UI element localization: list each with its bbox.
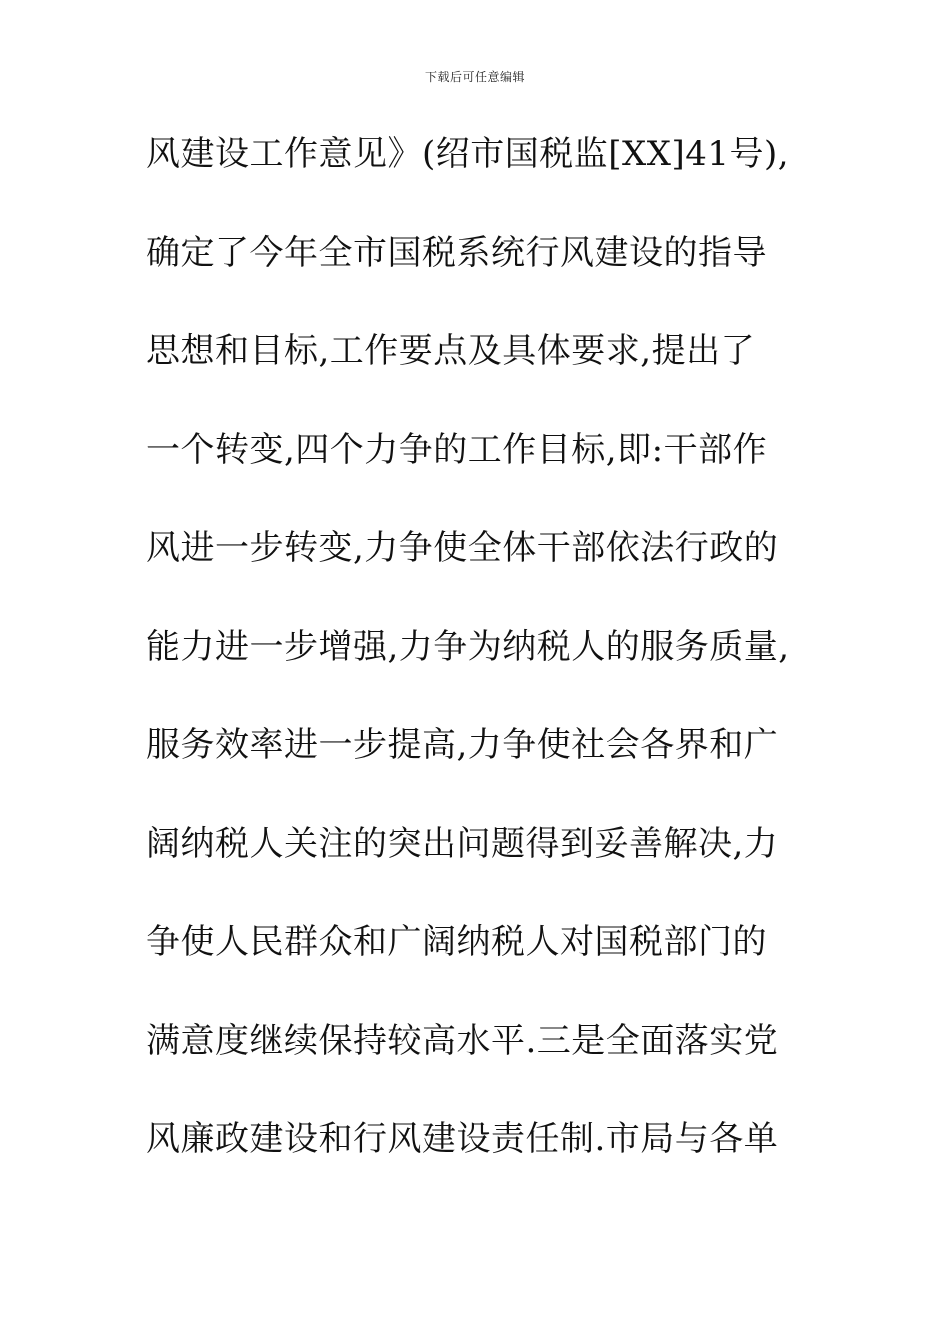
- text-line: 一个转变,四个力争的工作目标,即:干部作: [146, 429, 768, 470]
- text-line: 满意度继续保持较高水平.三是全面落实党: [146, 1020, 779, 1061]
- text-line: 能力进一步增强,力争为纳税人的服务质量,: [146, 626, 790, 667]
- text-line: 服务效率进一步提高,力争使社会各界和广: [146, 725, 779, 765]
- header-note: 下载后可任意编辑: [424, 70, 525, 84]
- text-line: 思想和目标,工作要点及具体要求,提出了: [146, 331, 756, 371]
- text-line: 阔纳税人关注的突出问题得到妥善解决,力: [146, 823, 779, 864]
- text-line: 确定了今年全市国税系统行风建设的指导: [146, 232, 767, 273]
- text-line: 风廉政建设和行风建设责任制.市局与各单: [146, 1119, 779, 1159]
- text-line: 风建设工作意见》(绍市国税监[XX]41号),: [146, 134, 790, 174]
- text-line: 争使人民群众和广阔纳税人对国税部门的: [146, 922, 767, 962]
- text-line: 风进一步转变,力争使全体干部依法行政的: [146, 528, 779, 568]
- body-text: [146, 126, 826, 1210]
